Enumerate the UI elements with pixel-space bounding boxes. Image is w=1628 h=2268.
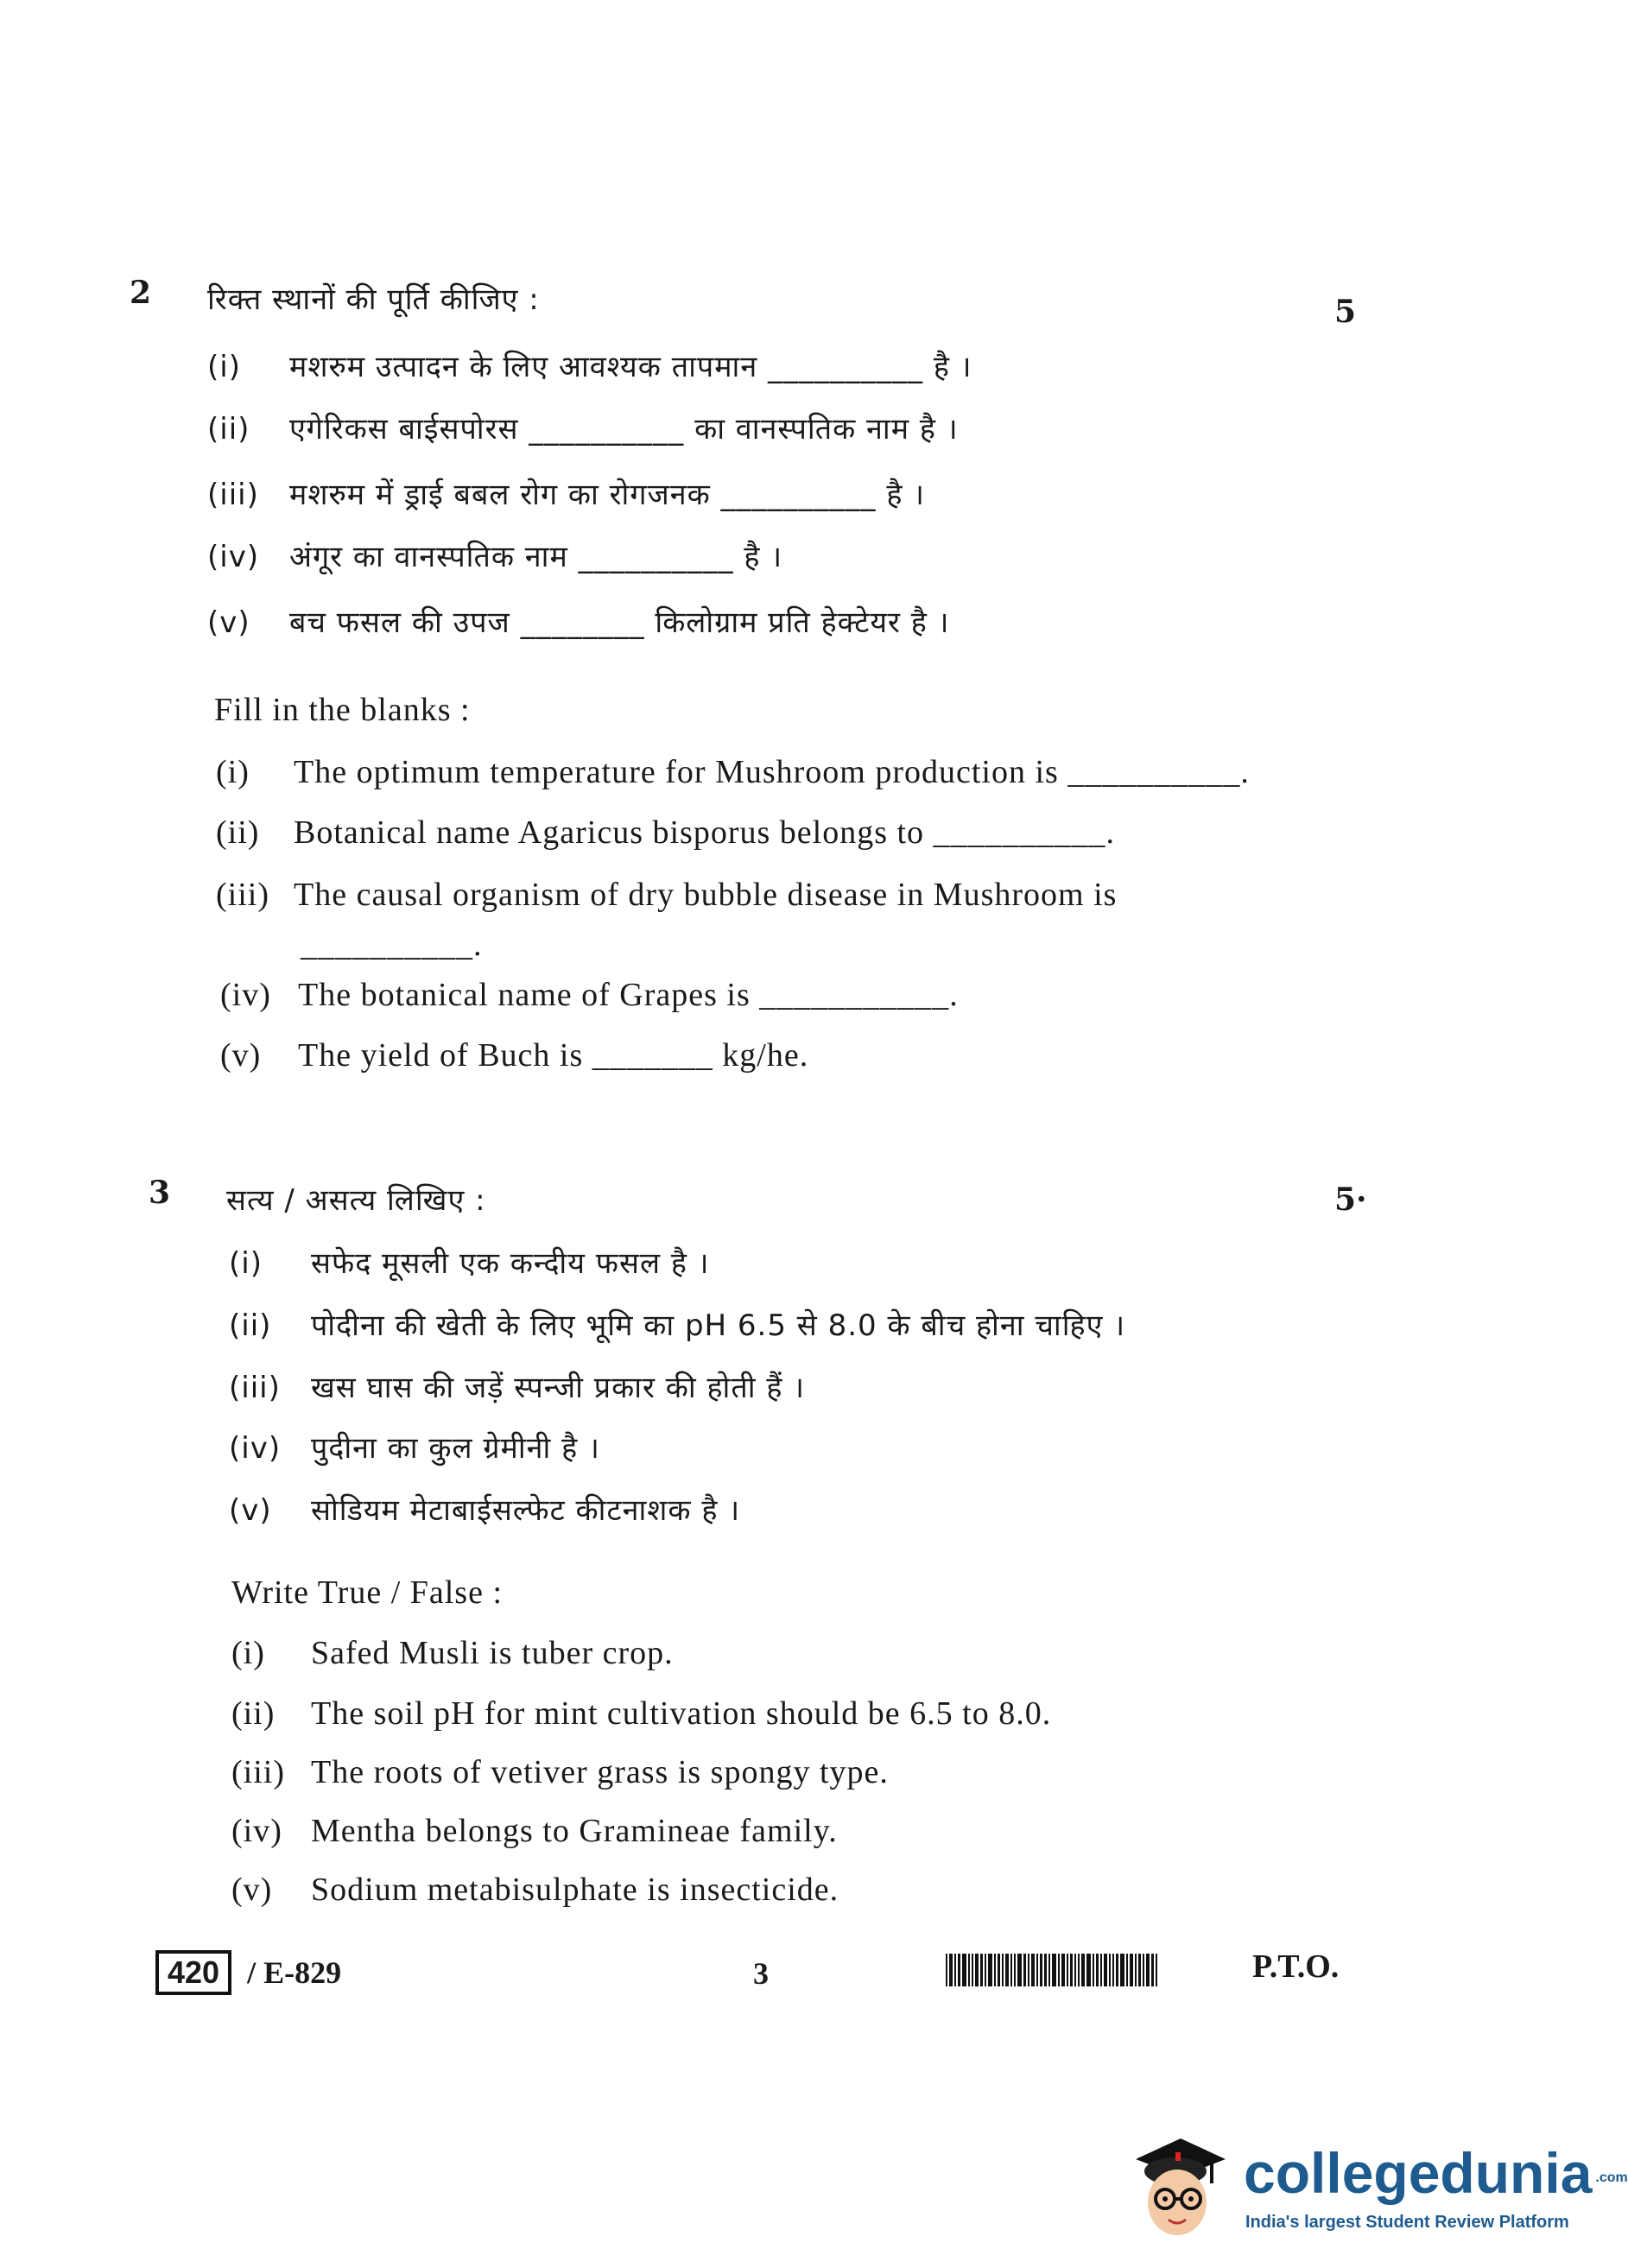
q3-english-item: (iii) The roots of vetiver grass is spongy type. bbox=[231, 1754, 889, 1790]
barcode-bar bbox=[1120, 1954, 1124, 1986]
barcode-bar bbox=[968, 1954, 970, 1986]
barcode-bar bbox=[1074, 1954, 1076, 1986]
q2-english-instruction: Fill in the blanks : bbox=[214, 692, 471, 728]
q2-hindi-instruction: रिक्त स्थानों की पूर्ति कीजिए : bbox=[207, 282, 540, 317]
barcode-bar bbox=[1093, 1954, 1094, 1986]
barcode-bar bbox=[1078, 1954, 1080, 1986]
barcode-bar bbox=[962, 1954, 966, 1986]
page-number: 3 bbox=[753, 1956, 769, 1991]
q2-english-item: (iv) The botanical name of Grapes is ___________. bbox=[220, 977, 959, 1013]
barcode-bar bbox=[1146, 1954, 1150, 1986]
barcode-bar bbox=[1086, 1954, 1091, 1986]
exam-code: / E-829 bbox=[247, 1955, 342, 1990]
barcode-bar bbox=[1096, 1954, 1099, 1986]
barcode-bar bbox=[972, 1954, 973, 1986]
barcode-bar bbox=[980, 1954, 983, 1986]
barcode-bar bbox=[1130, 1954, 1133, 1986]
q3-number: 3 bbox=[149, 1175, 171, 1211]
q2-english-item: (i) The optimum temperature for Mushroom production is __________. bbox=[216, 754, 1250, 790]
barcode-bar bbox=[1023, 1954, 1026, 1986]
barcode-bar bbox=[1126, 1954, 1128, 1986]
q3-english-item: (i) Safed Musli is tuber crop. bbox=[231, 1635, 674, 1671]
q3-hindi-item: (iii) खस घास की जड़ें स्पन्जी प्रकार की होती हैं । bbox=[229, 1371, 806, 1405]
barcode-bar bbox=[1067, 1954, 1068, 1986]
barcode-bar bbox=[946, 1954, 947, 1986]
q3-hindi-item: (ii) पोदीना की खेती के लिए भूमि का pH 6.5 से 8.0 के बीच होना चाहिए । bbox=[229, 1308, 1126, 1343]
barcode-bar bbox=[994, 1954, 996, 1986]
barcode-bar bbox=[1017, 1954, 1022, 1986]
barcode-bar bbox=[975, 1954, 979, 1986]
q2-hindi-item: (ii) एगेरिकस बाईसपोरस __________ का वानस्पतिक नाम है । bbox=[207, 412, 959, 447]
barcode-bar bbox=[958, 1954, 960, 1986]
q3-english-item: (iv) Mentha belongs to Gramineae family. bbox=[231, 1813, 838, 1849]
barcode-bar bbox=[1014, 1954, 1016, 1986]
barcode-bar bbox=[1010, 1954, 1012, 1986]
barcode-bar bbox=[1061, 1954, 1065, 1986]
barcode-bar bbox=[985, 1954, 986, 1986]
q2-hindi-item: (iv) अंगूर का वानस्पतिक नाम __________ है । bbox=[207, 540, 783, 574]
barcode-bar bbox=[1052, 1954, 1056, 1986]
paper-code-box: 420 bbox=[155, 1950, 231, 1995]
barcode-bar bbox=[1044, 1954, 1047, 1986]
barcode-bar bbox=[1005, 1954, 1009, 1986]
q3-english-item: (v) Sodium metabisulphate is insecticide. bbox=[231, 1872, 839, 1908]
barcode-bar bbox=[988, 1954, 992, 1986]
paper-code-group bbox=[155, 1950, 341, 1995]
q2-english-item-continuation: __________. bbox=[301, 927, 483, 963]
barcode-bar bbox=[1156, 1954, 1157, 1986]
barcode-bar bbox=[949, 1954, 953, 1986]
barcode-bar bbox=[998, 1954, 1000, 1986]
q2-english-item: (iii) The causal organism of dry bubble disease in Mushroom is bbox=[216, 877, 1118, 913]
q3-english-instruction: Write True / False : bbox=[231, 1574, 504, 1611]
watermark-brand: collegedunia .com bbox=[1244, 2141, 1628, 2205]
barcode-bar bbox=[1109, 1954, 1111, 1986]
barcode-bar bbox=[1031, 1954, 1035, 1986]
barcode-bar bbox=[1100, 1954, 1102, 1986]
q2-hindi-item: (v) बच फसल की उपज ________ किलोग्राम प्रति हेक्टेयर है । bbox=[207, 605, 950, 640]
q2-number: 2 bbox=[130, 275, 152, 311]
q3-english-item: (ii) The soil pH for mint cultivation should be 6.5 to 8.0. bbox=[231, 1695, 1052, 1732]
barcode-bar bbox=[954, 1954, 956, 1986]
barcode-bar bbox=[1138, 1954, 1141, 1986]
barcode-bar bbox=[1116, 1954, 1118, 1986]
q2-english-item: (v) The yield of Buch is _______ kg/he. bbox=[220, 1037, 809, 1074]
barcode-bar bbox=[1002, 1954, 1004, 1986]
mascot-icon bbox=[1127, 2126, 1231, 2247]
q3-hindi-item: (v) सोडियम मेटाबाईसल्फेट कीटनाशक है । bbox=[229, 1493, 741, 1528]
barcode-bar bbox=[1135, 1954, 1137, 1986]
barcode-bar bbox=[1112, 1954, 1114, 1986]
q3-hindi-item: (iv) पुदीना का कुल ग्रेमीनी है । bbox=[229, 1431, 600, 1466]
q2-hindi-item: (iii) मशरुम में ड्राई बबल रोग का रोगजनक __________ है । bbox=[207, 478, 926, 512]
barcode-bar bbox=[1036, 1954, 1038, 1986]
q3-marks: 5· bbox=[1334, 1182, 1367, 1218]
barcode-bar bbox=[1070, 1954, 1073, 1986]
barcode bbox=[946, 1954, 1159, 1986]
barcode-bar bbox=[1143, 1954, 1144, 1986]
barcode-bar bbox=[1151, 1954, 1154, 1986]
barcode-bar bbox=[1040, 1954, 1042, 1986]
barcode-bar bbox=[1028, 1954, 1029, 1986]
barcode-bar bbox=[1048, 1954, 1050, 1986]
barcode-bar bbox=[1104, 1954, 1107, 1986]
barcode-bar bbox=[1081, 1954, 1085, 1986]
barcode-bar bbox=[1058, 1954, 1060, 1986]
q2-marks: 5 bbox=[1334, 294, 1357, 330]
q2-hindi-item: (i) मशरुम उत्पादन के लिए आवश्यक तापमान __________ है । bbox=[207, 350, 972, 384]
watermark-tagline: India's largest Student Review Platform bbox=[1245, 2213, 1569, 2232]
q2-english-item: (ii) Botanical name Agaricus bisporus belongs to __________. bbox=[216, 814, 1116, 851]
q3-hindi-instruction: सत्य / असत्य लिखिए : bbox=[226, 1183, 486, 1218]
pto-label: P.T.O. bbox=[1252, 1948, 1340, 1985]
q3-hindi-item: (i) सफेद मूसली एक कन्दीय फसल है । bbox=[229, 1246, 710, 1281]
